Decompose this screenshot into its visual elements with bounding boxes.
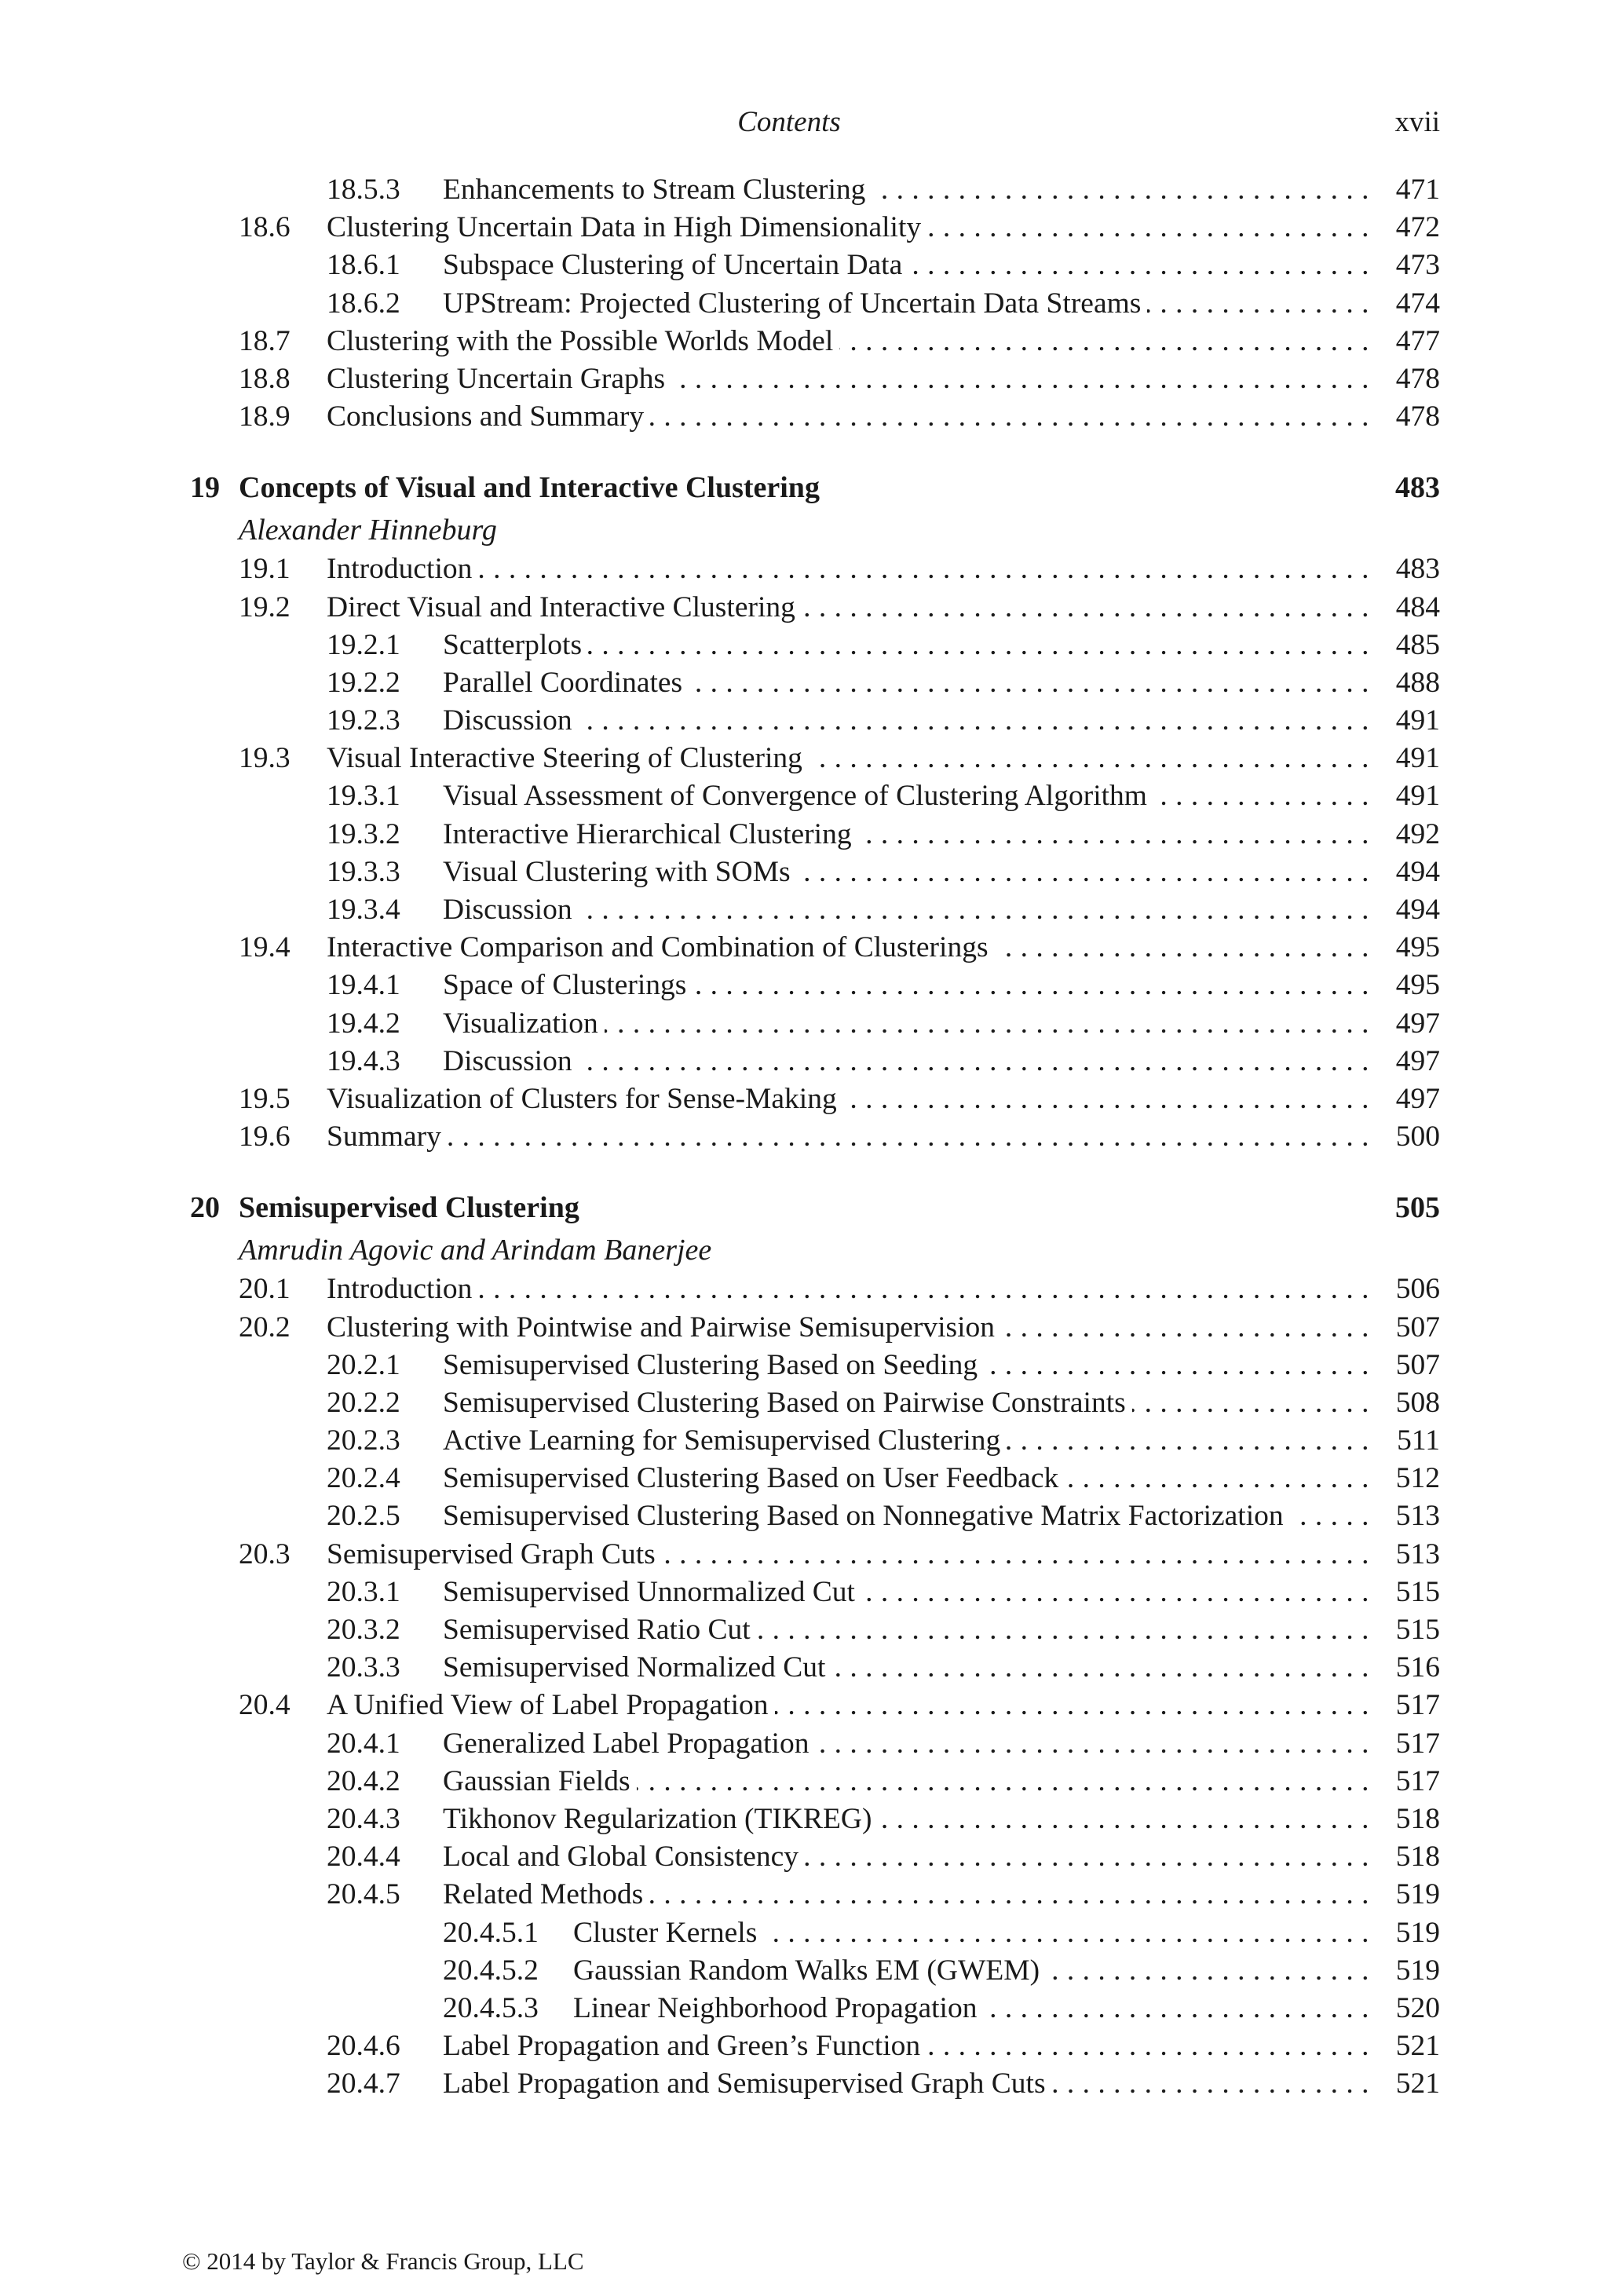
dot-leader	[443, 1422, 1369, 1460]
entry-number: 20.2.2	[327, 1386, 400, 1419]
entry-number: 20.4.5.1	[443, 1916, 539, 1949]
entry-page-number: 519	[1395, 1878, 1440, 1911]
entry-number: 20.2	[239, 1311, 291, 1344]
entry-title: UPStream: Projected Clustering of Uncertain Data Streams	[443, 287, 1147, 320]
entry-number: 19.4.3	[327, 1044, 400, 1077]
dot-leader	[443, 854, 1369, 891]
chapter-title: Semisupervised Clustering	[239, 1191, 579, 1225]
dot-leader	[443, 1347, 1369, 1384]
entry-page-number: 520	[1395, 1991, 1440, 2024]
entry-page-number: 497	[1395, 1082, 1440, 1115]
dot-leader	[443, 816, 1369, 854]
entry-title: Parallel Coordinates	[443, 667, 689, 699]
entry-page-number: 519	[1395, 1916, 1440, 1949]
entry-number: 19.2.2	[327, 666, 400, 699]
entry-number: 18.5.3	[327, 174, 400, 206]
dot-leader	[443, 1005, 1369, 1043]
entry-number: 20.4.4	[327, 1841, 400, 1874]
toc-subsection-entry[interactable]	[190, 1005, 1440, 1043]
chapter-number: 19	[190, 471, 220, 505]
entry-title: Enhancements to Stream Clustering	[443, 174, 872, 206]
entry-page-number: 492	[1395, 817, 1440, 850]
entry-title: Active Learning for Semisupervised Clustering	[443, 1424, 1007, 1457]
entry-number: 18.7	[239, 324, 291, 357]
entry-number: 19.4.2	[327, 1007, 400, 1040]
dot-leader	[443, 1460, 1369, 1497]
toc-subsection-entry[interactable]	[190, 1763, 1440, 1801]
entry-title: Visual Assessment of Convergence of Clustering Algorithm	[443, 780, 1153, 812]
page-number: xvii	[1394, 106, 1440, 138]
entry-number: 20.4.2	[327, 1764, 400, 1797]
entry-title: Space of Clusterings	[443, 969, 693, 1001]
entry-page-number: 515	[1395, 1575, 1440, 1608]
entry-number: 19.3	[239, 742, 291, 775]
entry-page-number: 517	[1395, 1727, 1440, 1760]
dot-leader	[443, 2065, 1369, 2103]
entry-page-number: 507	[1395, 1348, 1440, 1381]
toc-subsection-entry[interactable]	[190, 702, 1440, 740]
entry-number: 20.3.1	[327, 1575, 400, 1608]
entry-title: Subspace Clustering of Uncertain Data	[443, 249, 908, 281]
dot-leader	[573, 1990, 1369, 2027]
entry-number: 20.4.5	[327, 1878, 400, 1911]
entry-number: 19.3.4	[327, 894, 400, 926]
entry-number: 20.4	[239, 1689, 291, 1722]
dot-leader	[327, 360, 1369, 398]
dot-leader	[327, 1270, 1369, 1308]
toc-subsection-entry[interactable]	[190, 1649, 1440, 1687]
entry-page-number: 518	[1395, 1841, 1440, 1874]
toc-section-entry[interactable]	[190, 1080, 1440, 1118]
entry-title: Interactive Hierarchical Clustering	[443, 818, 858, 850]
entry-number: 20.4.7	[327, 2067, 400, 2100]
dot-leader	[443, 1497, 1369, 1535]
entry-page-number: 516	[1395, 1651, 1440, 1684]
dot-leader	[443, 702, 1369, 740]
dot-leader	[443, 285, 1369, 323]
toc-subsection-entry[interactable]	[190, 1043, 1440, 1080]
page-header	[0, 101, 1608, 144]
entry-number: 19.3.1	[327, 780, 400, 813]
entry-number: 20.4.5.3	[443, 1991, 539, 2024]
toc-subsection-entry[interactable]	[190, 2027, 1440, 2065]
entry-number: 20.4.3	[327, 1802, 400, 1835]
dot-leader	[443, 1649, 1369, 1687]
dot-leader	[443, 2027, 1369, 2065]
entry-number: 19.5	[239, 1082, 291, 1115]
dot-leader	[443, 247, 1369, 284]
entry-number: 18.8	[239, 362, 291, 395]
entry-page-number: 491	[1395, 780, 1440, 813]
toc-subsection-entry[interactable]	[190, 1838, 1440, 1876]
entry-page-number: 478	[1395, 400, 1440, 433]
entry-page-number: 517	[1395, 1764, 1440, 1797]
dot-leader	[327, 929, 1369, 967]
dot-leader	[443, 1725, 1369, 1763]
dot-leader	[573, 1914, 1369, 1952]
toc-section-entry[interactable]	[190, 398, 1440, 436]
entry-title: Conclusions and Summary	[327, 400, 650, 433]
toc-subsubsection-entry[interactable]	[190, 1952, 1440, 1990]
entry-title: Generalized Label Propagation	[443, 1727, 815, 1760]
dot-leader	[327, 1536, 1369, 1574]
entry-number: 19.4	[239, 931, 291, 964]
entry-page-number: 494	[1395, 855, 1440, 888]
toc-subsection-entry[interactable]	[190, 1611, 1440, 1649]
toc-section-entry[interactable]	[190, 1309, 1440, 1347]
toc-subsubsection-entry[interactable]	[190, 1990, 1440, 2027]
entry-number: 20.2.1	[327, 1348, 400, 1381]
entry-page-number: 513	[1395, 1537, 1440, 1570]
entry-title: Cluster Kernels	[573, 1917, 763, 1949]
toc-section-entry[interactable]	[190, 550, 1440, 588]
entry-title: Semisupervised Ratio Cut	[443, 1614, 757, 1646]
entry-page-number: 472	[1395, 211, 1440, 244]
entry-title: Interactive Comparison and Combination of Clusterings	[327, 931, 995, 963]
entry-number: 20.2.4	[327, 1462, 400, 1495]
entry-title: Semisupervised Clustering Based on Seeding	[443, 1349, 984, 1381]
entry-page-number: 517	[1395, 1689, 1440, 1722]
entry-title: Semisupervised Clustering Based on Nonnegative Matrix Factorization	[443, 1500, 1290, 1532]
entry-title: Direct Visual and Interactive Clustering	[327, 591, 802, 623]
toc-subsection-entry[interactable]	[190, 627, 1440, 664]
entry-page-number: 519	[1395, 1954, 1440, 1987]
dot-leader	[327, 1080, 1369, 1118]
toc-subsection-entry[interactable]	[190, 285, 1440, 323]
entry-number: 18.6.1	[327, 249, 400, 282]
entry-page-number: 497	[1395, 1044, 1440, 1077]
entry-page-number: 495	[1395, 931, 1440, 964]
entry-number: 19.2	[239, 590, 291, 623]
author-names: Alexander Hinneburg	[239, 514, 497, 547]
entry-number: 20.3	[239, 1537, 291, 1570]
entry-number: 19.2.3	[327, 704, 400, 737]
entry-page-number: 521	[1395, 2030, 1440, 2063]
entry-number: 20.4.5.2	[443, 1954, 539, 1987]
entry-page-number: 506	[1395, 1273, 1440, 1306]
entry-page-number: 478	[1395, 362, 1440, 395]
entry-title: Visual Clustering with SOMs	[443, 856, 797, 888]
entry-number: 20.4.1	[327, 1727, 400, 1760]
toc-section-entry[interactable]	[190, 1687, 1440, 1724]
dot-leader	[443, 664, 1369, 702]
dot-leader	[327, 323, 1369, 360]
toc-section-entry[interactable]	[190, 1270, 1440, 1308]
toc-subsection-entry[interactable]	[190, 777, 1440, 815]
toc-subsection-entry[interactable]	[190, 816, 1440, 854]
entry-page-number: 494	[1395, 894, 1440, 926]
entry-number: 19.1	[239, 553, 291, 586]
chapter-author	[190, 1230, 1440, 1270]
chapter-number: 20	[190, 1191, 220, 1225]
table-of-contents	[190, 171, 1440, 2103]
dot-leader	[327, 1118, 1369, 1156]
dot-leader	[443, 1763, 1369, 1801]
dot-leader	[443, 1043, 1369, 1080]
entry-number: 19.3.3	[327, 855, 400, 888]
entry-number: 20.3.2	[327, 1614, 400, 1646]
entry-page-number: 497	[1395, 1007, 1440, 1040]
entry-title: Semisupervised Clustering Based on Pairwise Constraints	[443, 1387, 1132, 1419]
entry-title: Gaussian Fields	[443, 1765, 637, 1797]
entry-page-number: 521	[1395, 2067, 1440, 2100]
toc-subsection-entry[interactable]	[190, 1384, 1440, 1422]
entry-page-number: 477	[1395, 324, 1440, 357]
entry-title: Tikhonov Regularization (TIKREG)	[443, 1803, 878, 1835]
toc-subsection-entry[interactable]	[190, 1876, 1440, 1914]
toc-subsection-entry[interactable]	[190, 1725, 1440, 1763]
toc-subsection-entry[interactable]	[190, 967, 1440, 1004]
toc-subsection-entry[interactable]	[190, 1460, 1440, 1497]
entry-number: 20.2.3	[327, 1424, 400, 1457]
entry-page-number: 518	[1395, 1802, 1440, 1835]
entry-title: Related Methods	[443, 1878, 649, 1910]
dot-leader	[327, 1687, 1369, 1724]
entry-title: Clustering with Pointwise and Pairwise Semisupervision	[327, 1311, 1001, 1344]
entry-page-number: 491	[1395, 742, 1440, 775]
entry-title: Scatterplots	[443, 629, 588, 661]
entry-page-number: 473	[1395, 249, 1440, 282]
toc-subsection-entry[interactable]	[190, 891, 1440, 929]
entry-title: Discussion	[443, 1045, 579, 1077]
toc-subsection-entry[interactable]	[190, 664, 1440, 702]
dot-leader	[327, 1309, 1369, 1347]
dot-leader	[443, 777, 1369, 815]
toc-section-entry[interactable]	[190, 1118, 1440, 1156]
entry-title: Introduction	[327, 1273, 478, 1305]
entry-title: Summary	[327, 1121, 448, 1153]
toc-subsection-entry[interactable]	[190, 854, 1440, 891]
entry-title: Label Propagation and Green’s Function	[443, 2030, 926, 2062]
copyright-footer: © 2014 by Taylor & Francis Group, LLC	[182, 2247, 584, 2275]
dot-leader	[443, 967, 1369, 1004]
chapter-page-number: 483	[1395, 471, 1440, 505]
toc-section-entry[interactable]	[190, 740, 1440, 777]
toc-subsection-entry[interactable]	[190, 1422, 1440, 1460]
entry-number: 20.4.6	[327, 2030, 400, 2063]
chapter-title: Concepts of Visual and Interactive Clustering	[239, 471, 820, 505]
toc-section-entry[interactable]	[190, 323, 1440, 360]
entry-page-number: 512	[1395, 1462, 1440, 1495]
toc-section-entry[interactable]	[190, 1536, 1440, 1574]
entry-title: Clustering Uncertain Graphs	[327, 363, 671, 395]
dot-leader	[443, 1876, 1369, 1914]
entry-number: 18.6	[239, 211, 291, 244]
chapter-author	[190, 510, 1440, 550]
entry-page-number: 507	[1395, 1311, 1440, 1344]
toc-chapter-entry[interactable]	[190, 1186, 1440, 1230]
chapter-page-number: 505	[1395, 1191, 1440, 1225]
entry-title: Discussion	[443, 704, 579, 737]
entry-title: Semisupervised Normalized Cut	[443, 1651, 831, 1684]
toc-section-entry[interactable]	[190, 589, 1440, 627]
entry-page-number: 488	[1395, 666, 1440, 699]
dot-leader	[443, 1611, 1369, 1649]
entry-title: Gaussian Random Walks EM (GWEM)	[573, 1954, 1046, 1987]
entry-number: 20.1	[239, 1273, 291, 1306]
entry-title: Visualization	[443, 1007, 605, 1040]
entry-title: Linear Neighborhood Propagation	[573, 1992, 983, 2024]
entry-page-number: 500	[1395, 1121, 1440, 1153]
entry-page-number: 474	[1395, 287, 1440, 320]
entry-number: 19.4.1	[327, 969, 400, 1002]
dot-leader	[327, 740, 1369, 777]
dot-leader	[443, 1384, 1369, 1422]
dot-leader	[443, 171, 1369, 209]
entry-page-number: 513	[1395, 1500, 1440, 1533]
toc-subsection-entry[interactable]	[190, 1347, 1440, 1384]
dot-leader	[573, 1952, 1369, 1990]
toc-subsubsection-entry[interactable]	[190, 1914, 1440, 1952]
toc-subsection-entry[interactable]	[190, 2065, 1440, 2103]
entry-page-number: 511	[1397, 1424, 1440, 1457]
entry-number: 19.3.2	[327, 817, 400, 850]
entry-page-number: 495	[1395, 969, 1440, 1002]
dot-leader	[443, 1838, 1369, 1876]
entry-title: Clustering with the Possible Worlds Model	[327, 325, 839, 357]
entry-title: Local and Global Consistency	[443, 1841, 805, 1873]
entry-title: Semisupervised Graph Cuts	[327, 1538, 662, 1570]
entry-number: 19.6	[239, 1121, 291, 1153]
toc-section-entry[interactable]	[190, 929, 1440, 967]
entry-title: A Unified View of Label Propagation	[327, 1689, 775, 1721]
entry-number: 18.9	[239, 400, 291, 433]
toc-subsection-entry[interactable]	[190, 247, 1440, 284]
entry-page-number: 508	[1395, 1386, 1440, 1419]
dot-leader	[327, 589, 1369, 627]
entry-title: Clustering Uncertain Data in High Dimensionality	[327, 211, 927, 243]
entry-title: Semisupervised Clustering Based on User Feedback	[443, 1462, 1065, 1494]
author-names: Amrudin Agovic and Arindam Banerjee	[239, 1234, 712, 1267]
entry-title: Visualization of Clusters for Sense-Making	[327, 1083, 843, 1115]
toc-subsection-entry[interactable]	[190, 1574, 1440, 1611]
entry-title: Introduction	[327, 553, 478, 585]
dot-leader	[443, 891, 1369, 929]
entry-number: 20.2.5	[327, 1500, 400, 1533]
entry-title: Label Propagation and Semisupervised Graph Cuts	[443, 2067, 1052, 2100]
entry-title: Visual Interactive Steering of Clustering	[327, 742, 809, 774]
entry-page-number: 471	[1395, 174, 1440, 206]
dot-leader	[327, 550, 1369, 588]
running-title: Contents	[737, 106, 841, 138]
toc-section-entry[interactable]	[190, 360, 1440, 398]
entry-page-number: 515	[1395, 1614, 1440, 1646]
entry-title: Discussion	[443, 894, 579, 926]
entry-page-number: 484	[1395, 590, 1440, 623]
dot-leader	[327, 209, 1369, 247]
toc-section-entry[interactable]	[190, 209, 1440, 247]
dot-leader	[443, 1574, 1369, 1611]
toc-chapter-entry[interactable]	[190, 466, 1440, 510]
dot-leader	[443, 627, 1369, 664]
entry-number: 19.2.1	[327, 628, 400, 661]
entry-number: 20.3.3	[327, 1651, 400, 1684]
toc-subsection-entry[interactable]	[190, 1801, 1440, 1838]
entry-title: Semisupervised Unnormalized Cut	[443, 1576, 861, 1608]
entry-page-number: 483	[1395, 553, 1440, 586]
toc-subsection-entry[interactable]	[190, 1497, 1440, 1535]
entry-number: 18.6.2	[327, 287, 400, 320]
toc-subsection-entry[interactable]	[190, 171, 1440, 209]
dot-leader	[443, 1801, 1369, 1838]
dot-leader	[327, 398, 1369, 436]
entry-page-number: 491	[1395, 704, 1440, 737]
entry-page-number: 485	[1395, 628, 1440, 661]
